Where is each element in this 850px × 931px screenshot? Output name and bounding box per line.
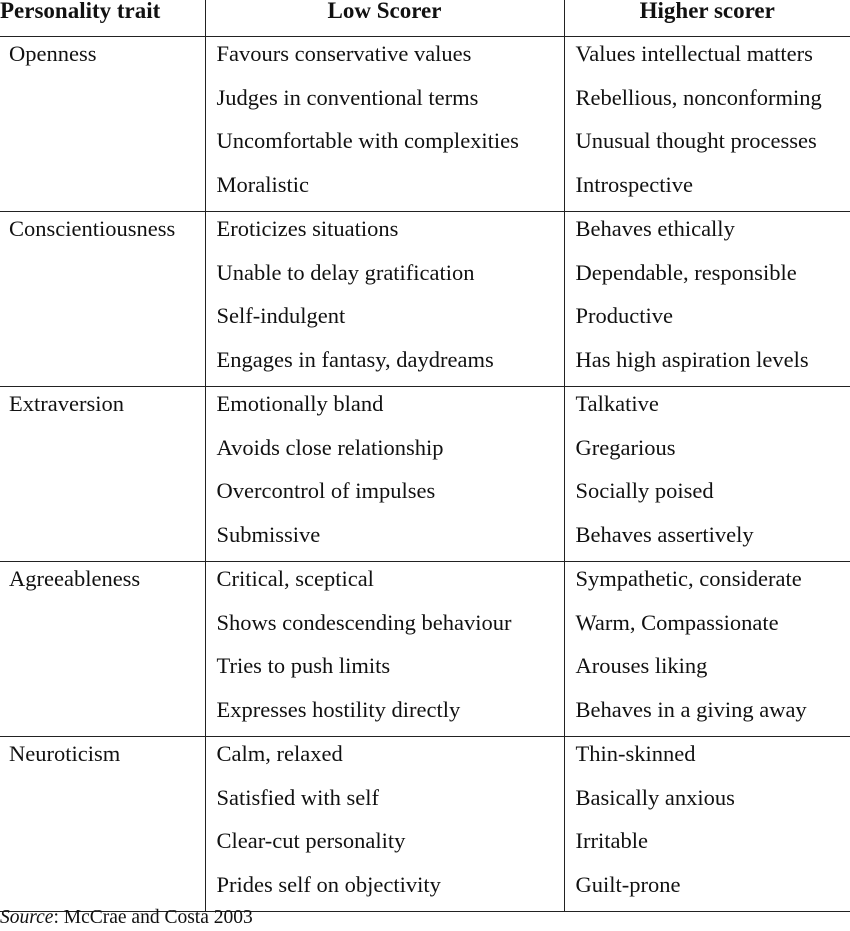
low-scorer-trait: Engages in fantasy, daydreams (216, 346, 494, 372)
low-scorer-trait: Submissive (216, 521, 321, 547)
higher-scorer-cell (564, 37, 850, 212)
higher-scorer-trait: Basically anxious (575, 784, 735, 810)
higher-scorer-trait: Guilt-prone (575, 871, 681, 897)
higher-scorer-trait: Values intellectual matters (575, 41, 813, 66)
table-row (0, 37, 850, 212)
low-scorer-trait: Shows condescending behaviour (216, 609, 512, 635)
low-scorer-trait: Avoids close relationship (216, 434, 444, 460)
low-scorer-trait: Moralistic (216, 171, 309, 197)
higher-scorer-trait: Gregarious (575, 434, 676, 460)
trait-name: Extraversion (9, 391, 124, 416)
higher-scorer-cell (564, 562, 850, 737)
trait-name: Conscientiousness (9, 216, 176, 241)
higher-scorer-trait: Behaves ethically (575, 216, 735, 241)
low-scorer-trait: Expresses hostility directly (216, 696, 461, 722)
higher-scorer-trait: Warm, Compassionate (575, 609, 779, 635)
table-row (0, 212, 850, 387)
trait-name: Openness (9, 41, 97, 66)
source-note (0, 905, 253, 931)
higher-scorer-trait: Rebellious, nonconforming (575, 84, 822, 110)
low-scorer-trait: Self-indulgent (216, 303, 346, 328)
higher-scorer-trait: Arouses liking (575, 653, 708, 678)
trait-name: Neuroticism (9, 741, 121, 766)
low-scorer-trait: Emotionally bland (216, 391, 384, 416)
column-header-higher-scorer: Higher scorer (564, 0, 850, 37)
low-scorer-trait: Unable to delay gratification (216, 259, 475, 285)
higher-scorer-trait: Behaves assertively (575, 521, 754, 547)
low-scorer-trait: Critical, sceptical (216, 566, 374, 591)
column-header-low-scorer: Low Scorer (205, 0, 564, 37)
higher-scorer-trait: Has high aspiration levels (575, 346, 809, 372)
higher-scorer-trait: Unusual thought processes (575, 128, 817, 153)
higher-scorer-trait: Irritable (575, 828, 648, 853)
low-scorer-cell (205, 737, 564, 912)
trait-name: Agreeableness (9, 566, 141, 591)
low-scorer-trait: Favours conservative values (216, 41, 472, 66)
table-row (0, 387, 850, 562)
low-scorer-trait: Overcontrol of impulses (216, 478, 436, 503)
table-row (0, 737, 850, 912)
source-text: : McCrae and Costa 2003 (53, 907, 253, 928)
low-scorer-cell (205, 212, 564, 387)
low-scorer-trait: Calm, relaxed (216, 741, 343, 766)
low-scorer-trait: Clear-cut personality (216, 828, 406, 853)
table-header-row (0, 0, 850, 37)
trait-cell (0, 387, 205, 562)
higher-scorer-trait: Talkative (575, 391, 659, 416)
higher-scorer-cell (564, 212, 850, 387)
higher-scorer-trait: Sympathetic, considerate (575, 566, 802, 591)
low-scorer-trait: Uncomfortable with complexities (216, 128, 519, 153)
source-label: Source (0, 907, 54, 928)
low-scorer-cell (205, 387, 564, 562)
higher-scorer-trait: Socially poised (575, 478, 714, 503)
table-body (0, 37, 850, 912)
table-row (0, 562, 850, 737)
higher-scorer-trait: Behaves in a giving away (575, 696, 807, 722)
low-scorer-cell (205, 37, 564, 212)
low-scorer-trait: Tries to push limits (216, 653, 391, 678)
higher-scorer-trait: Introspective (575, 171, 693, 197)
low-scorer-trait: Prides self on objectivity (216, 871, 441, 897)
low-scorer-cell (205, 562, 564, 737)
higher-scorer-cell (564, 387, 850, 562)
column-header-trait: Personality trait (0, 0, 205, 37)
low-scorer-trait: Eroticizes situations (216, 216, 399, 241)
trait-cell (0, 562, 205, 737)
trait-cell (0, 737, 205, 912)
higher-scorer-trait: Productive (575, 303, 673, 328)
trait-cell (0, 37, 205, 212)
low-scorer-trait: Judges in conventional terms (216, 84, 479, 110)
higher-scorer-trait: Thin-skinned (575, 741, 696, 766)
higher-scorer-cell (564, 737, 850, 912)
low-scorer-trait: Satisfied with self (216, 784, 379, 810)
higher-scorer-trait: Dependable, responsible (575, 259, 797, 285)
trait-cell (0, 212, 205, 387)
